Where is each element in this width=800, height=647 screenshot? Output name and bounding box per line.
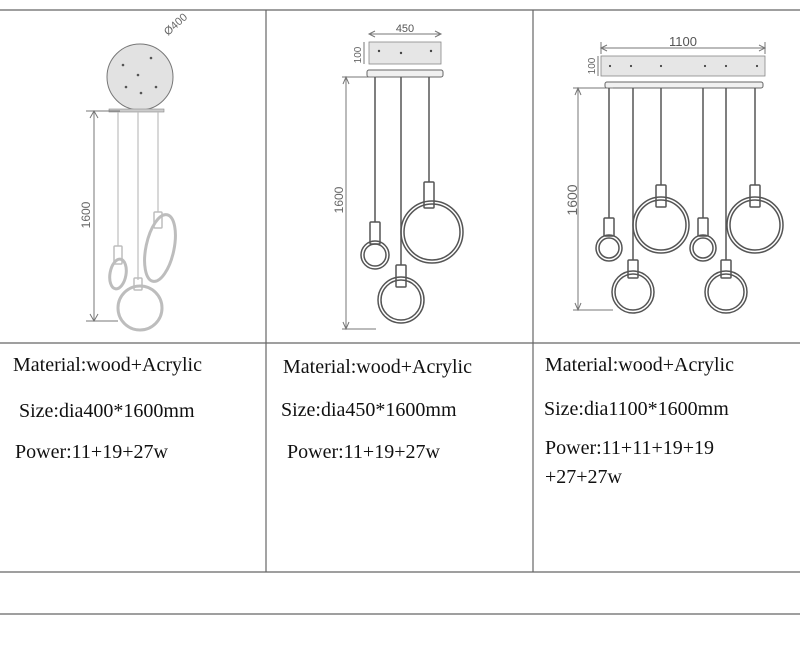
- material-text: Material:wood+Acrylic: [283, 356, 472, 378]
- pendant-rings: [361, 77, 463, 323]
- size-text: Size:dia1100*1600mm: [544, 398, 729, 420]
- pendant-rings: [108, 112, 181, 330]
- power-text-continued: +27+27w: [545, 466, 623, 488]
- diameter-label: Ø400: [161, 11, 191, 39]
- pendant-rings: [596, 88, 783, 313]
- canopy-base: [367, 70, 443, 77]
- width-label: 450: [395, 23, 415, 35]
- width-label: 1100: [669, 34, 697, 49]
- lamp-drawing-dia400: [0, 10, 266, 343]
- height-label: 1600: [564, 184, 580, 216]
- lamp-drawing-dia450: [266, 10, 533, 343]
- canopy-top: [601, 56, 765, 76]
- power-text: Power:11+11+19+19: [545, 437, 715, 459]
- round-canopy: [107, 44, 173, 110]
- canopy-base: [605, 82, 763, 88]
- power-text: Power:11+19+27w: [287, 441, 440, 463]
- size-text: Size:dia450*1600mm: [281, 399, 457, 421]
- size-text: Size:dia400*1600mm: [19, 400, 195, 422]
- canopy-height-label: 100: [353, 46, 364, 64]
- height-label: 1600: [79, 201, 93, 229]
- canopy-height-label: 100: [587, 57, 598, 75]
- canopy-top: [369, 42, 441, 64]
- material-text: Material:wood+Acrylic: [545, 354, 734, 376]
- power-text: Power:11+19+27w: [15, 441, 168, 463]
- lamp-drawing-dia1100: [533, 10, 800, 343]
- height-dimension-line: [342, 77, 376, 329]
- dia400-dimension-label: [162, 11, 190, 38]
- height-label: 1600: [332, 186, 346, 214]
- material-text: Material:wood+Acrylic: [13, 354, 202, 376]
